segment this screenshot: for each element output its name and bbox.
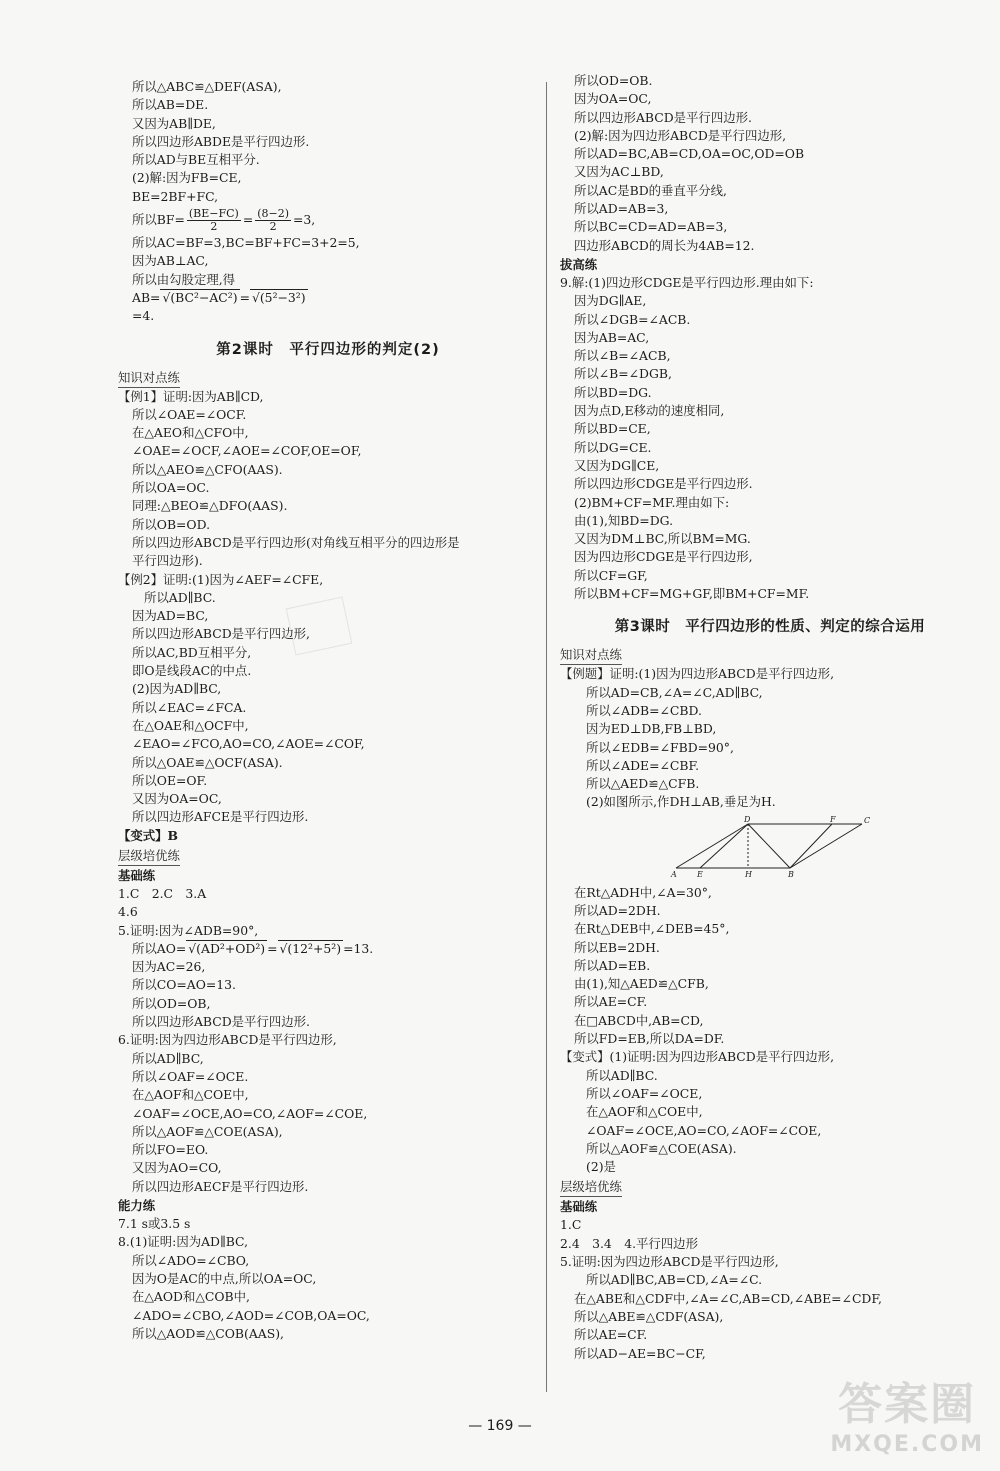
text-line: 因为ED⊥DB,FB⊥BD, <box>586 721 717 737</box>
text-line: 所以四边形ABDE是平行四边形. <box>132 133 310 149</box>
text-line: 所以△AOF≌△COE(ASA). <box>586 1140 737 1156</box>
text-line: 因为OA=OC, <box>574 91 652 107</box>
label-e: E <box>697 869 703 878</box>
segment-ad <box>676 824 748 868</box>
text-line: 所以∠B=∠ACB, <box>574 348 671 364</box>
watermark-logo <box>830 1368 984 1457</box>
text-line: 所以AE=CF. <box>574 994 648 1010</box>
text-line: ∠OAF=∠OCE,AO=CO,∠AOF=∠COE, <box>132 1105 368 1121</box>
text-line: 所以∠ADB=∠CBD. <box>586 702 702 718</box>
numerator: (BE−FC) <box>188 207 239 221</box>
text-line: 所以∠OAF=∠OCE, <box>586 1085 703 1101</box>
text-line: 所以AD=2DH. <box>574 902 661 918</box>
text-line: 由(1),知△AED≌△CFB, <box>574 976 709 992</box>
text-line: 所以△AED≌△CFB. <box>586 776 700 792</box>
text-line: (2)解:因为四边形ABCD是平行四边形, <box>574 127 787 143</box>
text-line: 所以BC=CD=AD=AB=3, <box>574 219 728 235</box>
text-line: 所以OA=OC. <box>132 480 210 496</box>
text-line: 所以OD=OB, <box>132 995 211 1011</box>
text-line: 又因为DM⊥BC,所以BM=MG. <box>574 531 751 547</box>
text-line: 在Rt△ADH中,∠A=30°, <box>574 884 712 900</box>
text-line: 8.(1)证明:因为AD∥BC, <box>118 1234 249 1250</box>
text-line: (2)解:因为FB=CE, <box>132 170 242 186</box>
text-line: 所以AD=EB. <box>574 957 651 973</box>
text-segment: = <box>267 940 278 956</box>
sqrt-expression: √(5²−3²) <box>251 289 306 305</box>
text-line: 所以△ABC≌△DEF(ASA), <box>132 79 282 94</box>
text-line: 4.6 <box>118 904 138 920</box>
text-line: 所以OD=OB. <box>574 73 653 88</box>
text-line: 所以AD∥BC, <box>132 1050 204 1066</box>
text-line: 所以∠OAE=∠OCF. <box>132 406 247 422</box>
text-line: 【例1】证明:因为AB∥CD, <box>118 388 264 404</box>
text-line: 所以四边形ABCD是平行四边形(对角线互相平分的四边形是 <box>132 534 460 550</box>
lesson-title: 第2课时 平行四边形的判定(2) <box>216 341 440 358</box>
watermark-url: MXQE.COM <box>830 1432 984 1457</box>
text-line: 所以四边形ABCD是平行四边形. <box>574 109 752 125</box>
denominator: 2 <box>269 220 277 234</box>
text-line: 在□ABCD中,AB=CD, <box>574 1012 704 1028</box>
label-d: D <box>744 815 751 824</box>
label-f: F <box>830 815 836 824</box>
sqrt-expression: √(AD²+OD²) <box>188 940 266 956</box>
text-line: 所以四边形AFCE是平行四边形. <box>132 809 309 825</box>
text-line: 所以BD=DG. <box>574 384 652 400</box>
text-line: 所以AD与BE互相平分. <box>132 152 260 168</box>
text-line: 所以AD∥BC,AB=CD,∠A=∠C. <box>586 1272 763 1288</box>
lesson-title: 第3课时 平行四边形的性质、判定的综合运用 <box>614 619 926 636</box>
text-line: 9.解:(1)四边形CDGE是平行四边形.理由如下: <box>560 274 814 290</box>
text-line: 又因为DG∥CE, <box>574 457 660 473</box>
text-line: ∠OAE=∠OCF,∠AOE=∠COF,OE=OF, <box>132 443 362 459</box>
text-line: 因为AC=26, <box>132 959 206 975</box>
text-line: 【变式】(1)证明:因为四边形ABCD是平行四边形, <box>560 1049 835 1065</box>
subsection-heading: 拔高练 <box>560 256 598 272</box>
page-number: — 169 — <box>468 1418 532 1434</box>
text-line: 在△AOF和△COE中, <box>132 1087 249 1103</box>
numerator: (8−2) <box>257 207 290 221</box>
text-line: 因为AB=AC, <box>574 329 650 345</box>
text-line: 5.证明:因为∠ADB=90°, <box>118 922 259 938</box>
text-line: 所以∠EAC=∠FCA. <box>132 699 247 715</box>
text-line: 因为四边形CDGE是平行四边形, <box>574 549 753 565</box>
text-line: 在Rt△DEB中,∠DEB=45°, <box>574 921 730 937</box>
section-heading: 知识对点练 <box>560 645 622 665</box>
text-line: 所以△AOD≌△COB(AAS), <box>132 1325 284 1341</box>
label-b: B <box>788 869 794 878</box>
text-line: 所以AE=CF. <box>574 1327 648 1343</box>
text-line: ∠OAF=∠OCE,AO=CO,∠AOF=∠COE, <box>586 1122 822 1138</box>
text-line: 所以DG=CE. <box>574 439 652 455</box>
left-column <box>118 78 538 1343</box>
text-line: 【例2】证明:(1)因为∠AEF=∠CFE, <box>118 571 324 587</box>
text-line: 所以四边形ABCD是平行四边形. <box>132 1014 310 1030</box>
text-line: (2)是 <box>586 1159 616 1175</box>
text-line: 所以AD=AB=3, <box>574 201 669 217</box>
parallelogram-diagram <box>670 816 980 882</box>
text-line: 因为AB⊥AC, <box>132 253 209 269</box>
text-line: 四边形ABCD的周长为4AB=12. <box>574 237 755 253</box>
segment-db <box>748 824 790 868</box>
text-line: 在△AOF和△COE中, <box>586 1104 703 1120</box>
text-line: 又因为AO=CO, <box>132 1160 222 1176</box>
text-line: 所以四边形ABCD是平行四边形, <box>132 626 310 642</box>
text-line: 所以BM+CF=MG+GF,即BM+CF=MF. <box>574 586 810 602</box>
text-line: 所以∠B=∠DGB, <box>574 366 672 382</box>
text-line: 5.证明:因为四边形ABCD是平行四边形, <box>560 1254 779 1270</box>
section-heading: 层级培优练 <box>118 846 180 866</box>
text-line: 所以∠ADO=∠CBO, <box>132 1252 250 1268</box>
text-line: (2)如图所示,作DH⊥AB,垂足为H. <box>586 794 776 810</box>
text-segment: = <box>242 212 254 228</box>
watermark-text: 答案圈 <box>838 1379 977 1430</box>
text-line: 所以AD−AE=BC−CF, <box>574 1345 706 1361</box>
text-line: 因为DG∥AE, <box>574 293 647 309</box>
label-a: A <box>671 869 677 878</box>
subsection-heading: 基础练 <box>560 1199 598 1215</box>
text-line: 由(1),知BD=DG. <box>574 512 674 528</box>
text-line: 所以OE=OF. <box>132 772 208 788</box>
text-line: 所以AB=DE. <box>132 97 209 113</box>
text-line: 又因为AB∥DE, <box>132 115 216 131</box>
fraction-line <box>118 206 538 234</box>
text-line: 所以∠EDB=∠FBD=90°, <box>586 739 734 755</box>
text-line: 在△AEO和△CFO中, <box>132 425 249 441</box>
text-line: BE=2BF+FC, <box>132 188 219 204</box>
text-line: 所以EB=2DH. <box>574 939 660 955</box>
text-line: 所以△OAE≌△OCF(ASA). <box>132 754 283 770</box>
text-line: (2)BM+CF=MF.理由如下: <box>574 494 730 510</box>
text-line: 所以四边形AECF是平行四边形. <box>132 1178 309 1194</box>
text-line: 6.证明:因为四边形ABCD是平行四边形, <box>118 1032 337 1048</box>
text-line: 同理:△BEO≌△DFO(AAS). <box>132 498 288 514</box>
text-line: 所以AD=BC,AB=CD,OA=OC,OD=OB <box>574 146 805 162</box>
text-line: 所以△AOF≌△COE(ASA), <box>132 1123 283 1139</box>
diagram-svg <box>670 816 880 878</box>
text-segment: =13. <box>343 940 374 956</box>
text-line: 在△AOD和△COB中, <box>132 1289 250 1305</box>
text-line: 2.4 3.4 4.平行四边形 <box>560 1235 698 1251</box>
text-segment: AB= <box>132 289 161 305</box>
text-line: 1.C 2.C 3.A <box>118 885 207 901</box>
text-line: 所以AC,BD互相平分, <box>132 644 252 660</box>
text-line: 所以CO=AO=13. <box>132 977 236 993</box>
text-line: 平行四边形). <box>132 553 203 569</box>
fraction <box>255 208 291 233</box>
text-line: ∠EAO=∠FCO,AO=CO,∠AOE=∠COF, <box>132 736 365 752</box>
text-line: 所以△AEO≌△CFO(AAS). <box>132 461 283 477</box>
label-c: C <box>864 815 871 825</box>
text-line: 【例题】证明:(1)因为四边形ABCD是平行四边形, <box>560 666 835 682</box>
text-line: 所以∠OAF=∠OCE. <box>132 1068 249 1084</box>
sqrt-line <box>118 289 538 307</box>
text-line: 所以AC是BD的垂直平分线, <box>574 182 727 198</box>
text-line: 又因为AC⊥BD, <box>574 164 664 180</box>
text-line: (2)因为AD∥BC, <box>132 681 222 697</box>
text-line: 所以AD∥BC. <box>144 589 216 605</box>
label-h: H <box>745 869 752 878</box>
text-line: 所以OB=OD. <box>132 516 211 532</box>
segment-de <box>700 824 748 868</box>
text-line: 所以四边形CDGE是平行四边形. <box>574 476 753 492</box>
text-line: 所以AD∥BC. <box>586 1067 658 1083</box>
text-line: =4. <box>132 308 155 324</box>
subsection-heading: 基础练 <box>118 867 156 883</box>
sqrt-line <box>118 940 538 958</box>
text-line: 7.1 s或3.5 s <box>118 1216 191 1232</box>
text-segment: = <box>239 289 250 305</box>
text-line: 又因为OA=OC, <box>132 791 222 807</box>
text-line: 所以AC=BF=3,BC=BF+FC=3+2=5, <box>132 235 360 251</box>
text-segment: 所以AO= <box>132 940 187 956</box>
text-line: 即O是线段AC的中点. <box>132 663 252 679</box>
column-divider <box>546 82 547 1392</box>
text-line: 所以AD=CB,∠A=∠C,AD∥BC, <box>586 684 763 700</box>
text-segment: =3, <box>293 212 316 228</box>
sqrt-expression: √(BC²−AC²) <box>162 289 238 305</box>
section-heading: 层级培优练 <box>560 1177 622 1197</box>
text-line: 在△OAE和△OCF中, <box>132 717 249 733</box>
text-line: 所以FO=EO. <box>132 1142 209 1158</box>
text-segment: 所以BF= <box>132 212 185 228</box>
section-heading: 知识对点练 <box>118 368 180 388</box>
fraction <box>187 208 241 233</box>
text-line: 1.C <box>560 1217 582 1233</box>
text-line: 所以∠DGB=∠ACB. <box>574 311 691 327</box>
sqrt-expression: √(12²+5²) <box>279 940 342 956</box>
text-line: 因为点D,E移动的速度相同, <box>574 403 725 419</box>
text-line: 所以BD=CE, <box>574 421 651 437</box>
text-line: 所以CF=GF, <box>574 567 648 583</box>
text-line: 所以FD=EB,所以DA=DF. <box>574 1031 725 1047</box>
text-line: 所以由勾股定理,得 <box>132 271 236 287</box>
text-line: 所以△ABE≌△CDF(ASA), <box>574 1308 724 1324</box>
text-line: 在△ABE和△CDF中,∠A=∠C,AB=CD,∠ABE=∠CDF, <box>574 1290 882 1306</box>
text-line: 【变式】B <box>118 827 179 843</box>
right-column <box>560 72 980 1363</box>
text-line: 因为O是AC的中点,所以OA=OC, <box>132 1270 317 1286</box>
denominator: 2 <box>210 220 218 234</box>
text-line: 因为AD=BC, <box>132 608 209 624</box>
text-line: ∠ADO=∠CBO,∠AOD=∠COB,OA=OC, <box>132 1307 370 1323</box>
text-line: 所以∠ADE=∠CBF. <box>586 757 700 773</box>
subsection-heading: 能力练 <box>118 1198 156 1214</box>
